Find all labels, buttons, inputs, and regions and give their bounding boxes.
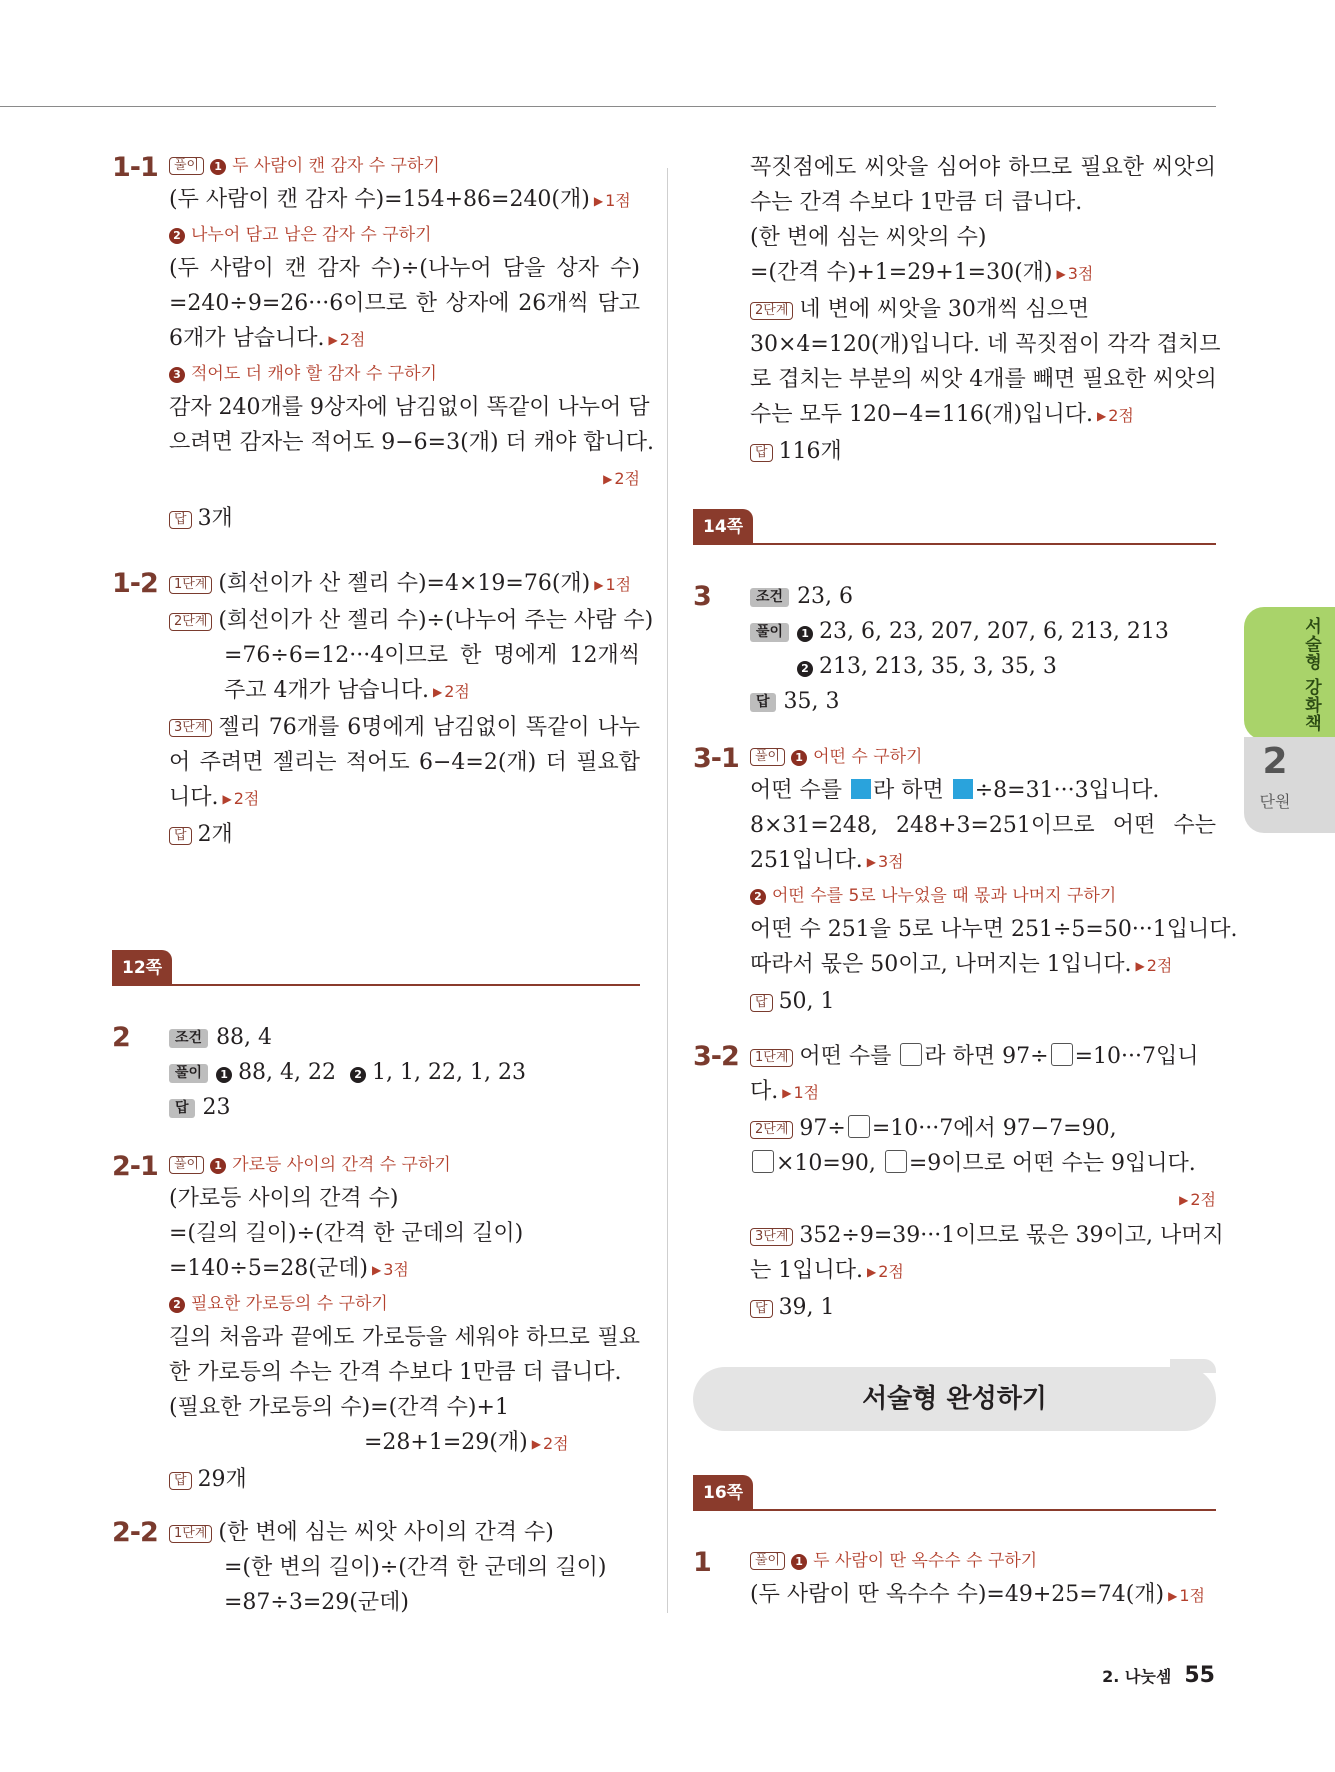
problem-3-2: 3-2 1단계 어떤 수를 라 하면 97÷ =10···7입니 다.▶ 1점 2단계 97÷ =10···7에서 97−7=90, ×10=90, =9이므로 어떤 수는 9입니다. ▶ 2점 3단계 352÷9=39···1이므로 몫은 39이고, 나머지 는 1입니다.▶ 2점 답 39, 1 bbox=[693, 1039, 1216, 1325]
score: ▶ 2점 bbox=[329, 330, 366, 349]
blank-box-icon bbox=[900, 1043, 922, 1066]
answer: 29개 bbox=[197, 1467, 247, 1492]
blue-square-icon bbox=[851, 779, 871, 799]
score: ▶ 3점 bbox=[372, 1260, 409, 1279]
problem-1-1: 1-1 풀이 1 두 사람이 캔 감자 수 구하기 (두 사람이 캔 감자 수)=154+86=240(개)▶ 1점 2 나누어 담고 남은 감자 수 구하기 (두 사람이 캔 감자 수)÷(나누어 담을 상자 수) =240÷9=26···6이므로 한 상자에 26개씩 담고 6개가 남습니다.▶ 2점 3 적어도 더 캐야 할 감자 수 구하기 감자 240개를 9상자에 남김없이 똑같이 나누어 담 으려면 감자는 적어도 9−6=3(개) 더 캐야 합니다. ▶ 2점 답 3개 bbox=[112, 150, 640, 536]
score: ▶ 2점 bbox=[1179, 1190, 1216, 1209]
tag-answer: 답 bbox=[169, 827, 192, 845]
text-line: 30×4=120(개)입니다. 네 꼭짓점이 각각 겹치므 bbox=[750, 332, 1221, 357]
text-line: 로 겹치는 부분의 씨앗 4개를 빼면 필요한 씨앗의 bbox=[750, 367, 1217, 392]
step-title: 두 사람이 캔 감자 수 구하기 bbox=[232, 156, 440, 176]
tag-step1: 1단계 bbox=[169, 576, 212, 594]
problem-number: 1 bbox=[693, 1547, 711, 1578]
side-tab-book[interactable] bbox=[1244, 607, 1335, 740]
banner-complete-writing bbox=[693, 1359, 1216, 1433]
score: ▶ 1점 bbox=[594, 575, 631, 594]
section-label: 14쪽 bbox=[693, 509, 753, 545]
text-line: 수는 간격 수보다 1만큼 더 큽니다. bbox=[750, 190, 1083, 215]
score: ▶ 3점 bbox=[867, 852, 904, 871]
text-line: 니다. bbox=[169, 785, 219, 810]
tag-step1: 1단계 bbox=[169, 1525, 212, 1543]
tag-solution: 풀이 bbox=[169, 1156, 204, 1174]
tag-step3: 3단계 bbox=[750, 1228, 793, 1246]
section-header-14 bbox=[693, 509, 1216, 545]
text-line: =240÷9=26···6이므로 한 상자에 26개씩 담고 bbox=[169, 291, 640, 316]
score: ▶ 1점 bbox=[1168, 1586, 1205, 1605]
page-number: 55 bbox=[1184, 1663, 1215, 1688]
answer: 3개 bbox=[197, 506, 233, 531]
right-column bbox=[693, 150, 1238, 1614]
blank-box-icon bbox=[752, 1150, 774, 1173]
text-line: (가로등 사이의 간격 수) bbox=[169, 1186, 399, 1211]
text-line: 으려면 감자는 적어도 9−6=3(개) 더 캐야 합니다. bbox=[169, 430, 655, 455]
section-label: 12쪽 bbox=[112, 950, 172, 986]
text-line: 어 주려면 젤리는 적어도 6−4=2(개) 더 필요합 bbox=[169, 750, 640, 775]
tag-answer: 답 bbox=[169, 1472, 192, 1490]
text-line: 1, 1, 22, 1, 23 bbox=[372, 1060, 526, 1085]
text-line: =(한 변의 길이)÷(간격 한 군데의 길이) bbox=[224, 1555, 607, 1580]
text-line: (희선이가 산 젤리 수)=4×19=76(개) bbox=[218, 571, 591, 596]
text-line: 젤리 76개를 6명에게 남김없이 똑같이 나누 bbox=[218, 715, 640, 740]
blank-box-icon bbox=[848, 1115, 870, 1138]
answer: 23 bbox=[202, 1095, 231, 1120]
blank-box-icon bbox=[885, 1150, 907, 1173]
tag-step2: 2단계 bbox=[750, 302, 793, 320]
text-line: =(길의 길이)÷(간격 한 군데의 길이) bbox=[169, 1221, 524, 1246]
tag-solution: 풀이 bbox=[169, 1064, 208, 1083]
score: ▶ 2점 bbox=[1097, 406, 1134, 425]
problem-number: 2 bbox=[112, 1022, 130, 1053]
text-line: 따라서 몫은 50이고, 나머지는 1입니다. bbox=[750, 952, 1132, 977]
tag-answer: 답 bbox=[750, 444, 773, 462]
chapter-title: 2. 나눗셈 bbox=[1102, 1667, 1172, 1686]
section-header-16 bbox=[693, 1475, 1216, 1511]
score: ▶ 3점 bbox=[1056, 264, 1093, 283]
text-line: 6개가 남습니다. bbox=[169, 326, 325, 351]
tag-answer: 답 bbox=[750, 693, 776, 712]
problem-2-1: 2-1 풀이 1 가로등 사이의 간격 수 구하기 (가로등 사이의 간격 수) =(길의 길이)÷(간격 한 군데의 길이) =140÷5=28(군데)▶ 3점 2 필요한 가로등의 수 구하기 길의 처음과 끝에도 가로등을 세워야 하므로 필요 한 가로등의 수는 간격 수보다 1만큼 더 큽니다. (필요한 가로등의 수)=(간격 수)+1 =28+1=29(개)▶ 2점 답 29개 bbox=[112, 1149, 640, 1497]
top-rule bbox=[0, 106, 1216, 107]
problem-number: 1-2 bbox=[112, 568, 158, 599]
answer: 116개 bbox=[778, 439, 842, 464]
problem-number: 3-1 bbox=[693, 743, 739, 774]
step-title: 두 사람이 딴 옥수수 수 구하기 bbox=[813, 1551, 1038, 1571]
answer: 2개 bbox=[197, 822, 233, 847]
problem-number: 2-1 bbox=[112, 1151, 158, 1182]
problem-number: 3-2 bbox=[693, 1041, 739, 1072]
problem-3-1: 3-1 풀이 1 어떤 수 구하기 어떤 수를 라 하면 ÷8=31···3입니다. 8×31=248, 248+3=251이므로 어떤 수는 251입니다.▶ 3점 2 어떤 수를 5로 나누었을 때 몫과 나머지 구하기 어떤 수 251을 5로 나누면 251÷5=50···1입니다. 따라서 몫은 50이고, 나머지는 1입니다.▶ 2점 답 50, 1 bbox=[693, 741, 1216, 1019]
text-line: (희선이가 산 젤리 수)÷(나누어 주는 사람 수) bbox=[218, 608, 654, 633]
problem-1: 1 풀이 1 두 사람이 딴 옥수수 수 구하기 (두 사람이 딴 옥수수 수)=49+25=74(개)▶ 1점 bbox=[693, 1545, 1216, 1614]
problem-2: 2 조건 88, 4 풀이 1 88, 4, 22 2 1, 1, 22, 1, 23 답 23 bbox=[112, 1022, 526, 1120]
tag-solution: 풀이 bbox=[750, 1552, 785, 1570]
blue-square-icon bbox=[953, 779, 973, 799]
text-line: 한 가로등의 수는 간격 수보다 1만큼 더 큽니다. bbox=[169, 1360, 622, 1385]
text-line: (필요한 가로등의 수)=(간격 수)+1 bbox=[169, 1395, 509, 1420]
text-line: 213, 213, 35, 3, 35, 3 bbox=[819, 654, 1057, 679]
answer: 35, 3 bbox=[783, 689, 840, 714]
text-line: 다. bbox=[750, 1079, 779, 1104]
problem-number: 1-1 bbox=[112, 152, 158, 183]
step-title: 어떤 수를 5로 나누었을 때 몫과 나머지 구하기 bbox=[772, 886, 1117, 906]
text-line: 수는 모두 120−4=116(개)입니다. bbox=[750, 402, 1094, 427]
text-line: 88, 4, 22 bbox=[238, 1060, 337, 1085]
step-title: 적어도 더 캐야 할 감자 수 구하기 bbox=[191, 364, 437, 384]
side-tab-unit[interactable] bbox=[1244, 737, 1335, 833]
tag-answer: 답 bbox=[169, 1099, 195, 1118]
problem-number: 2-2 bbox=[112, 1517, 158, 1548]
text-line: 꼭짓점에도 씨앗을 심어야 하므로 필요한 씨앗의 bbox=[750, 155, 1216, 180]
problem-number: 3 bbox=[693, 581, 711, 612]
tag-solution: 풀이 bbox=[169, 157, 204, 175]
problem-2-2-continued bbox=[693, 150, 1221, 469]
text-line: 주고 4개가 남습니다. bbox=[224, 678, 429, 703]
answer: 39, 1 bbox=[778, 1295, 835, 1320]
page-footer bbox=[1102, 1663, 1215, 1688]
unit-number: 2 bbox=[1262, 741, 1288, 782]
score: ▶ 2점 bbox=[223, 789, 260, 808]
tag-condition: 조건 bbox=[169, 1029, 208, 1048]
step-title: 나누어 담고 남은 감자 수 구하기 bbox=[191, 225, 432, 245]
section-label: 16쪽 bbox=[693, 1475, 753, 1511]
text-line: =28+1=29(개) bbox=[364, 1430, 528, 1455]
text-line: =140÷5=28(군데) bbox=[169, 1256, 368, 1281]
column-divider bbox=[667, 168, 668, 1613]
problem-2-2 bbox=[112, 1515, 640, 1620]
text-line: 감자 240개를 9상자에 남김없이 똑같이 나누어 담 bbox=[169, 395, 650, 420]
score: ▶ 1점 bbox=[594, 191, 631, 210]
tag-solution: 풀이 bbox=[750, 748, 785, 766]
text-line: (두 사람이 딴 옥수수 수)=49+25=74(개) bbox=[750, 1582, 1165, 1607]
step-title: 필요한 가로등의 수 구하기 bbox=[191, 1294, 388, 1314]
answer: 50, 1 bbox=[778, 989, 835, 1014]
tag-answer: 답 bbox=[750, 994, 773, 1012]
tag-step3: 3단계 bbox=[169, 719, 212, 737]
blank-box-icon bbox=[1051, 1043, 1073, 1066]
tag-step2: 2단계 bbox=[750, 1121, 793, 1139]
score: ▶ 2점 bbox=[532, 1434, 569, 1453]
text-line: 어떤 수 251을 5로 나누면 251÷5=50···1입니다. bbox=[750, 917, 1238, 942]
text-line: 네 변에 씨앗을 30개씩 심으면 bbox=[799, 297, 1090, 322]
text-line: 88, 4 bbox=[216, 1025, 273, 1050]
problem-3: 3 조건 23, 6 풀이 1 23, 6, 23, 207, 207, 6, 213, 213 2 213, 213, 35, 3, 35, 3 답 35, 3 bbox=[693, 581, 1169, 714]
score: ▶ 2점 bbox=[1135, 956, 1172, 975]
tag-step1: 1단계 bbox=[750, 1049, 793, 1067]
tag-solution: 풀이 bbox=[750, 623, 789, 642]
text-line: =(간격 수)+1=29+1=30(개) bbox=[750, 260, 1053, 285]
unit-label: 단원 bbox=[1259, 792, 1291, 811]
text-line: =87÷3=29(군데) bbox=[224, 1590, 409, 1615]
text-line: (두 사람이 캔 감자 수)÷(나누어 담을 상자 수) bbox=[169, 256, 640, 281]
section-header-12 bbox=[112, 950, 640, 986]
score: ▶ 2점 bbox=[867, 1262, 904, 1281]
left-column bbox=[112, 150, 655, 1620]
banner-title: 서술형 완성하기 bbox=[693, 1367, 1216, 1431]
text-line: (두 사람이 캔 감자 수)=154+86=240(개) bbox=[169, 187, 590, 212]
text-line: 251입니다. bbox=[750, 848, 863, 873]
text-line: (한 변에 심는 씨앗 사이의 간격 수) bbox=[218, 1520, 554, 1545]
score: ▶ 2점 bbox=[603, 469, 640, 488]
score: ▶ 2점 bbox=[433, 682, 470, 701]
tag-condition: 조건 bbox=[750, 588, 789, 607]
text-line: 23, 6 bbox=[797, 584, 854, 609]
side-tab-label: 서술형 강화책 bbox=[1301, 617, 1321, 732]
score: ▶ 1점 bbox=[782, 1083, 819, 1102]
text-line: =76÷6=12···4이므로 한 명에게 12개씩 bbox=[224, 643, 640, 668]
text-line: 길의 처음과 끝에도 가로등을 세워야 하므로 필요 bbox=[169, 1325, 640, 1350]
text-line: 23, 6, 23, 207, 207, 6, 213, 213 bbox=[819, 619, 1169, 644]
problem-1-2 bbox=[112, 566, 654, 852]
step-title: 어떤 수 구하기 bbox=[813, 747, 923, 767]
text-line: (한 변에 심는 씨앗의 수) bbox=[750, 225, 987, 250]
text-line: 8×31=248, 248+3=251이므로 어떤 수는 bbox=[750, 813, 1216, 838]
tag-answer: 답 bbox=[750, 1300, 773, 1318]
step-title: 가로등 사이의 간격 수 구하기 bbox=[232, 1155, 451, 1175]
text-line: 352÷9=39···1이므로 몫은 39이고, 나머지 bbox=[799, 1223, 1224, 1248]
text-line: 는 1입니다. bbox=[750, 1258, 863, 1283]
tag-answer: 답 bbox=[169, 511, 192, 529]
tag-step2: 2단계 bbox=[169, 613, 212, 631]
